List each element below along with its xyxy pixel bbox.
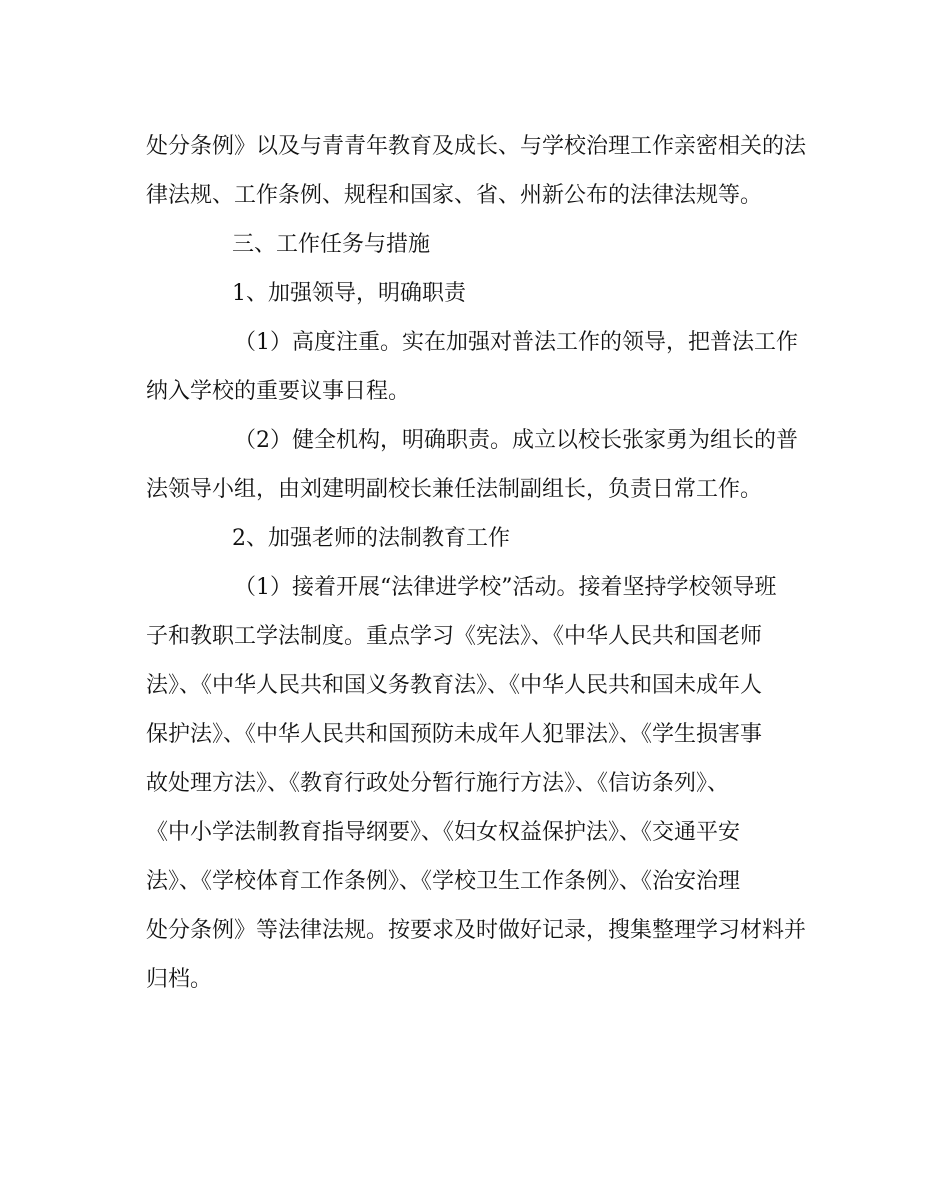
subsection-heading: 1、加强领导，明确职责 [232, 281, 466, 306]
paragraph-line: 纳入学校的重要议事日程。 [146, 379, 411, 404]
subsection-heading: 2、加强老师的法制教育工作 [232, 526, 510, 551]
paragraph-line: 保护法》、《中华人民共和国预防未成年人犯罪法》、《学生损害事 [146, 722, 763, 747]
paragraph-line: 处分条例》等法律法规。按要求及时做好记录，搜集整理学习材料并 [146, 918, 807, 943]
paragraph-line: （1）高度注重。实在加强对普法工作的领导，把普法工作 [234, 330, 798, 355]
paragraph-line: 子和教职工学法制度。重点学习《宪法》、《中华人民共和国老师 [146, 624, 763, 649]
paragraph-line: 故处理方法》、《教育行政处分暂行施行方法》、《信访条列》、 [146, 771, 730, 796]
paragraph-line: 法》、《学校体育工作条例》、《学校卫生工作条例》、《治安治理 [146, 869, 741, 894]
paragraph-line: （1）接着开展“法律进学校”活动。接着坚持学校领导班 [234, 575, 777, 600]
paragraph-line: 律法规、工作条例、规程和国家、省、州新公布的法律法规等。 [146, 183, 763, 208]
paragraph-line: 法领导小组，由刘建明副校长兼任法制副组长，负责日常工作。 [146, 477, 763, 502]
section-heading: 三、工作任务与措施 [232, 232, 431, 257]
paragraph-line: 归档。 [146, 967, 213, 992]
paragraph-line: 《中小学法制教育指导纲要》、《妇女权益保护法》、《交通平安 [146, 820, 741, 845]
paragraph-line: （2）健全机构，明确职责。成立以校长张家勇为组长的普 [234, 428, 798, 453]
paragraph-line: 处分条例》以及与青青年教育及成长、与学校治理工作亲密相关的法 [146, 134, 807, 159]
document-body [146, 122, 806, 1004]
paragraph-line: 法》、《中华人民共和国义务教育法》、《中华人民共和国未成年人 [146, 673, 763, 698]
